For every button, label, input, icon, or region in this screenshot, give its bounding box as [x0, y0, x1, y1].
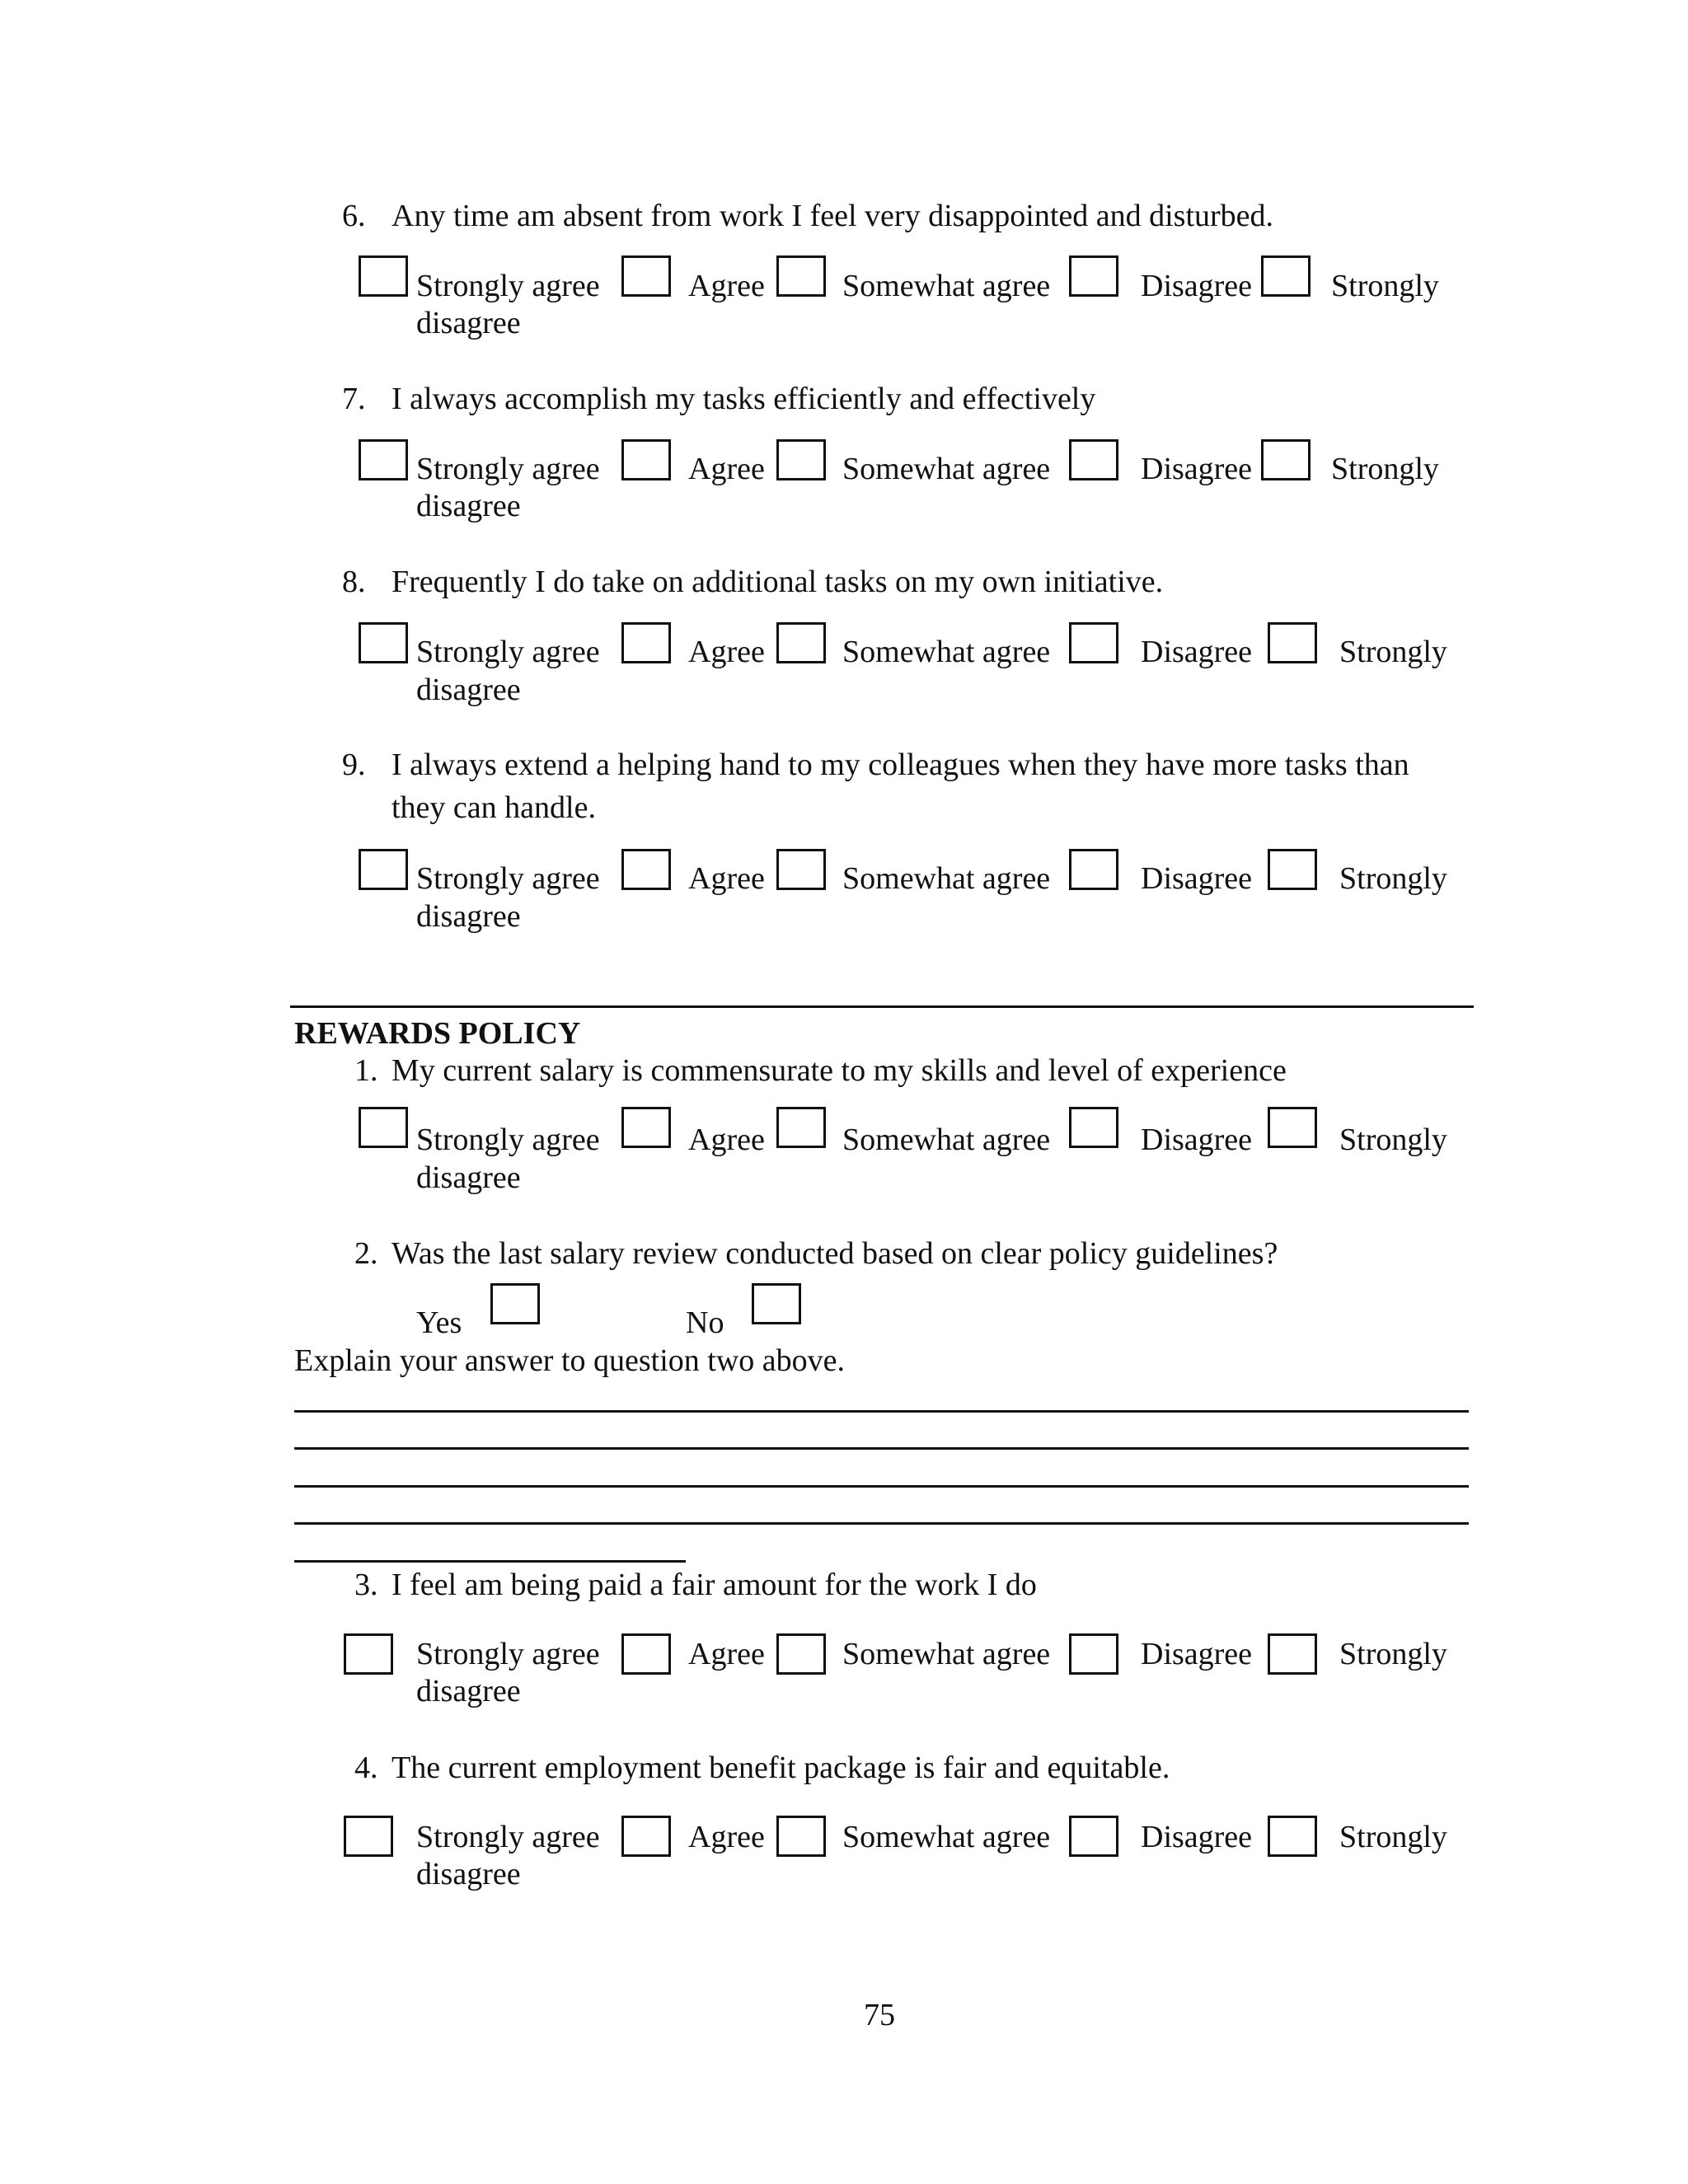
option-label: Strongly agree [416, 1122, 600, 1157]
question-number: 2. [354, 1236, 378, 1271]
checkbox-no[interactable] [752, 1283, 801, 1324]
option-label-wrap: disagree [416, 899, 521, 934]
option-label: Agree [688, 1122, 765, 1157]
checkbox-strongly-agree[interactable] [359, 439, 408, 480]
option-label: Somewhat agree [842, 1637, 1051, 1671]
option-label: Strongly [1339, 1122, 1447, 1157]
checkbox-disagree[interactable] [1069, 255, 1118, 297]
checkbox-somewhat-agree[interactable] [776, 439, 826, 480]
no-label: No [686, 1305, 724, 1340]
option-label: Strongly [1331, 269, 1439, 303]
option-label: Disagree [1141, 452, 1253, 486]
checkbox-agree[interactable] [621, 849, 671, 890]
section-divider [290, 1005, 1474, 1008]
checkbox-somewhat-agree[interactable] [776, 1816, 826, 1857]
option-label: Agree [688, 269, 765, 303]
checkbox-agree[interactable] [621, 1816, 671, 1857]
question-text-line2: they can handle. [392, 790, 596, 825]
checkbox-strongly-disagree[interactable] [1268, 849, 1317, 890]
checkbox-strongly-agree[interactable] [359, 255, 408, 297]
option-label: Agree [688, 452, 765, 486]
option-label: Strongly agree [416, 1637, 600, 1671]
checkbox-somewhat-agree[interactable] [776, 1633, 826, 1675]
question-text: Frequently I do take on additional tasks on my own initiative. [392, 565, 1164, 599]
option-label: Disagree [1141, 269, 1253, 303]
checkbox-disagree[interactable] [1069, 1107, 1118, 1148]
checkbox-strongly-agree[interactable] [359, 849, 408, 890]
checkbox-somewhat-agree[interactable] [776, 849, 826, 890]
option-label: Agree [688, 1820, 765, 1854]
option-label-wrap: disagree [416, 1674, 521, 1708]
option-label: Strongly agree [416, 861, 600, 896]
checkbox-disagree[interactable] [1069, 622, 1118, 663]
option-label-wrap: disagree [416, 1160, 521, 1195]
option-label: Strongly agree [416, 1820, 600, 1854]
option-label: Agree [688, 861, 765, 896]
checkbox-agree[interactable] [621, 439, 671, 480]
question-text: I always extend a helping hand to my colleagues when they have more tasks than [392, 748, 1409, 782]
section-heading: REWARDS POLICY [294, 1016, 581, 1051]
option-label: Disagree [1141, 861, 1253, 896]
option-label: Somewhat agree [842, 1820, 1051, 1854]
checkbox-strongly-disagree[interactable] [1261, 255, 1311, 297]
option-label: Agree [688, 635, 765, 669]
question-number: 4. [354, 1750, 378, 1785]
checkbox-strongly-agree[interactable] [344, 1633, 393, 1675]
checkbox-agree[interactable] [621, 1107, 671, 1148]
option-label: Somewhat agree [842, 1122, 1051, 1157]
answer-line[interactable] [294, 1485, 1469, 1488]
question-text: My current salary is commensurate to my skills and level of experience [392, 1053, 1287, 1088]
checkbox-strongly-disagree[interactable] [1268, 622, 1317, 663]
question-text: Any time am absent from work I feel very disappointed and disturbed. [392, 199, 1274, 233]
answer-line[interactable] [294, 1560, 686, 1563]
option-label-wrap: disagree [416, 489, 521, 523]
checkbox-somewhat-agree[interactable] [776, 255, 826, 297]
checkbox-somewhat-agree[interactable] [776, 1107, 826, 1148]
answer-line[interactable] [294, 1447, 1469, 1450]
checkbox-agree[interactable] [621, 255, 671, 297]
option-label: Somewhat agree [842, 452, 1051, 486]
checkbox-strongly-agree[interactable] [359, 622, 408, 663]
option-label: Somewhat agree [842, 269, 1051, 303]
checkbox-agree[interactable] [621, 622, 671, 663]
question-text: The current employment benefit package is fair and equitable. [392, 1750, 1170, 1785]
checkbox-yes[interactable] [490, 1283, 540, 1324]
page-number: 75 [864, 1998, 895, 2032]
option-label: Disagree [1141, 635, 1253, 669]
question-number: 8. [342, 565, 366, 599]
checkbox-disagree[interactable] [1069, 1816, 1118, 1857]
checkbox-strongly-disagree[interactable] [1268, 1107, 1317, 1148]
option-label: Strongly agree [416, 452, 600, 486]
question-number: 9. [342, 748, 366, 782]
option-label-wrap: disagree [416, 673, 521, 707]
question-number: 1. [354, 1053, 378, 1088]
checkbox-disagree[interactable] [1069, 1633, 1118, 1675]
question-text: Was the last salary review conducted based on clear policy guidelines? [392, 1236, 1278, 1271]
option-label-wrap: disagree [416, 306, 521, 340]
option-label: Disagree [1141, 1122, 1253, 1157]
checkbox-strongly-disagree[interactable] [1268, 1816, 1317, 1857]
option-label: Strongly agree [416, 269, 600, 303]
question-number: 6. [342, 199, 366, 233]
yes-label: Yes [416, 1305, 462, 1340]
answer-line[interactable] [294, 1410, 1469, 1413]
question-text: I always accomplish my tasks efficiently and effectively [392, 382, 1096, 416]
option-label: Disagree [1141, 1820, 1253, 1854]
checkbox-strongly-agree[interactable] [344, 1816, 393, 1857]
option-label: Strongly [1339, 1820, 1447, 1854]
option-label: Strongly [1339, 635, 1447, 669]
checkbox-strongly-disagree[interactable] [1268, 1633, 1317, 1675]
option-label-wrap: disagree [416, 1857, 521, 1891]
option-label: Strongly agree [416, 635, 600, 669]
checkbox-disagree[interactable] [1069, 439, 1118, 480]
option-label: Agree [688, 1637, 765, 1671]
option-label: Somewhat agree [842, 635, 1051, 669]
checkbox-strongly-disagree[interactable] [1261, 439, 1311, 480]
option-label: Strongly [1331, 452, 1439, 486]
question-number: 3. [354, 1568, 378, 1602]
answer-line[interactable] [294, 1522, 1469, 1525]
option-label: Strongly [1339, 1637, 1447, 1671]
checkbox-strongly-agree[interactable] [359, 1107, 408, 1148]
question-number: 7. [342, 382, 366, 416]
checkbox-somewhat-agree[interactable] [776, 622, 826, 663]
option-label: Strongly [1339, 861, 1447, 896]
option-label: Somewhat agree [842, 861, 1051, 896]
explain-prompt: Explain your answer to question two above. [294, 1343, 846, 1378]
option-label: Disagree [1141, 1637, 1253, 1671]
checkbox-agree[interactable] [621, 1633, 671, 1675]
checkbox-disagree[interactable] [1069, 849, 1118, 890]
question-text: I feel am being paid a fair amount for the work I do [392, 1568, 1037, 1602]
